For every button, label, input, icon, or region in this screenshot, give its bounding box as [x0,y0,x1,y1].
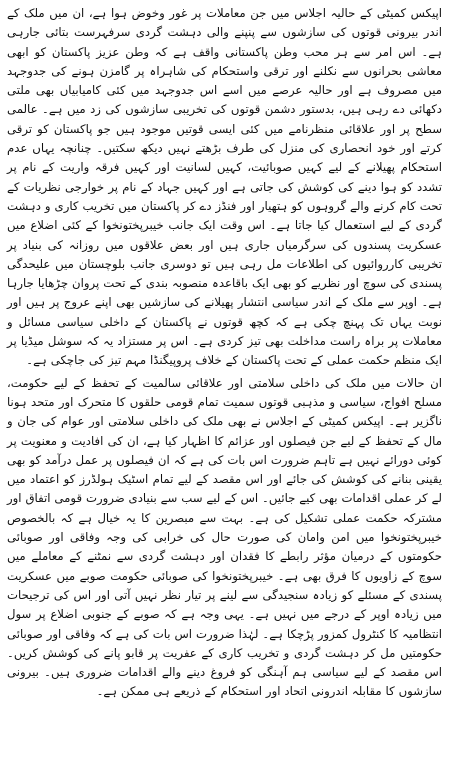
article-paragraph-1: اپیکس کمیٹی کے حالیہ اجلاس میں جن معاملات پر غور وخوض ہوا ہے، ان میں ملک کے اندر بیرونی قوتوں کی سازشوں سے پنپنے والی دہشت گردی سرفہرست بتائی جارہی ہے۔ اس امر سے ہر محب وطن پاکستانی واقف ہے کہ وطن عزیز پاکستان کو ابھی معاشی بحرانوں سے نکلنے اور ترقی واستحکام کی شاہراہ پر گامزن ہونے کی جدوجہد میں مصروف ہے اور حالیہ عرصے میں اسے اس جدوجہد میں کئی کامیابیاں بھی ملتی دکھائی دے رہی ہیں، بدستور دشمن قوتوں کی تخریبی سازشوں کی زد میں ہے۔ عالمی سطح پر اور علاقائی منظرنامے میں کئی ایسی قوتیں موجود ہیں جو پاکستان کو ترقی کرتے اور خود انحصاری کی منزل کی طرف بڑھتے نہیں دیکھ سکتیں۔ چنانچہ یہاں عدم استحکام پھیلانے کے لیے کہیں صوبائیت، کہیں لسانیت اور کہیں فرقہ واریت کے نام پر تشدد کو ہوا دینے کی کوشش کی جاتی ہے اور کہیں جہاد کے نام پر خوارجی نظریات کے تحت کام کرنے والے گروہوں کو ہتھیار اور فنڈز دے کر پاکستان میں تخریب کاری و دہشت گردی کے لیے استعمال کیا جاتا ہے۔ اس وقت ایک جانب خیبرپختونخوا کے کئی اضلاع میں عسکریت پسندوں کی سرگرمیاں جاری ہیں اور بعض علاقوں میں روزانہ کی بنیاد پر تخریبی کارروائیوں کی اطلاعات مل رہی ہیں تو دوسری جانب بلوچستان میں علیحدگی پسندی کی سوچ اور نظریے کو بھی ایک باقاعدہ منصوبہ بندی کے تحت پروان چڑھایا جارہا ہے۔ اوپر سے ملک کے اندر سیاسی انتشار پھیلانے کی سازشیں بھی اپنے عروج پر ہیں اور نوبت یہاں تک پہنچ چکی ہے کہ کچھ قوتوں نے پاکستان کے داخلی سیاسی مسائل و معاملات پر براہ راست مداخلت بھی تیز کردی ہے۔ اس پر مستزاد یہ کہ سوشل میڈیا پر ایک منظم حکمت عملی کے تحت پاکستان کے خلاف پروپیگنڈا مہم تیز کی جاچکی ہے۔ [7,6,442,368]
article-paragraph-2: ان حالات میں ملک کی داخلی سلامتی اور علاقائی سالمیت کے تحفظ کے لیے حکومت، مسلح افواج، سیاسی و مذہبی قوتوں سمیت تمام قومی حلقوں کا متحرک اور متحد ہونا ناگزیر ہے۔ اپیکس کمیٹی کے اجلاس نے بھی ملک کی داخلی سلامتی اور عوام کی جان و مال کے تحفظ کے لیے جن فیصلوں اور عزائم کا اظہار کیا ہے، ان کی افادیت و معنویت پر کوئی دورائے نہیں ہے تاہم ضرورت اس بات کی ہے کہ ان فیصلوں پر عمل درآمد کو بھی یقینی بنانے کی کوشش کی جائے اور اس مقصد کے لیے تمام اسٹیک ہولڈرز کو اعتماد میں لے کر عملی اقدامات بھی کیے جائیں۔ اس کے لیے سب سے بنیادی ضرورت قومی اتفاق اور مشترکہ حکمت عملی تشکیل کی ہے۔ بہت سے مبصرین کا یہ خیال ہے کہ بالخصوص خیبرپختونخوا میں امن وامان کی صورت حال کی خرابی کی وجہ وفاقی اور صوبائی حکومتوں کے درمیان مؤثر رابطے کا فقدان اور دہشت گردی سے نمٹنے کے معاملے میں سوچ کے زاویوں کا فرق بھی ہے۔ خیبرپختونخوا کی صوبائی حکومت صوبے میں عسکریت پسندی کے مسئلے کو زیادہ سنجیدگی سے لینے پر تیار نظر نہیں آتی اور اس کی ترجیحات میں زیادہ اوپر کے درجے میں نہیں ہے۔ یہی وجہ ہے کہ صوبے کے جنوبی اضلاع پر سول انتظامیہ کا کنٹرول کمزور پڑچکا ہے۔ لہٰذا ضرورت اس بات کی ہے کہ وفاقی اور صوبائی حکومتیں مل کر دہشت گردی و تخریب کاری کے عفریت پر قابو پانے کی کوشش کریں۔ اس مقصد کے لیے سیاسی ہم آہنگی کو فروغ دینے والے اقدامات ضروری ہیں۔ بیرونی سازشوں کا مقابلہ اندرونی اتحاد اور استحکام کے ذریعے ہی ممکن ہے۔ [7,375,442,699]
